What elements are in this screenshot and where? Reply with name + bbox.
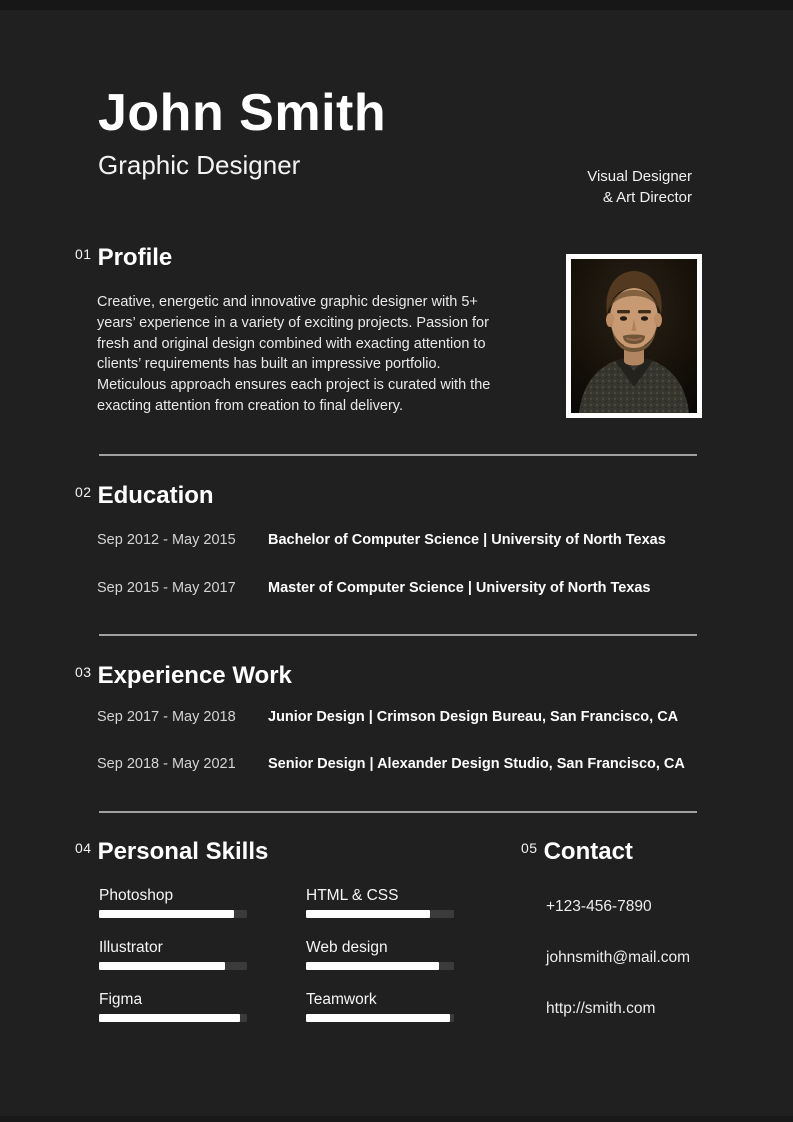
row-detail: Junior Design | Crimson Design Bureau, San Francisco, CA (268, 709, 679, 725)
skill-bar-fill (99, 1014, 240, 1022)
skill-item (99, 939, 259, 970)
section-heading-contact (521, 838, 633, 866)
portrait-photo (566, 254, 702, 418)
portrait-illustration (571, 259, 697, 413)
paragraph-line: exacting attention from creation to final delivery. (97, 397, 404, 414)
education-row (97, 579, 651, 598)
skill-label: Figma (99, 991, 143, 1008)
tagline-line-1: Visual Designer (587, 168, 692, 185)
row-detail: Master of Computer Science | University of North Texas (268, 580, 651, 596)
skill-label: Web design (306, 939, 388, 956)
section-number: 03 (75, 664, 92, 680)
section-number: 02 (75, 484, 92, 500)
section-heading-experience (75, 662, 292, 690)
top-edge-strip (0, 0, 793, 10)
section-title: Experience Work (97, 662, 292, 689)
skill-bar-fill (306, 1014, 450, 1022)
row-detail: Senior Design | Alexander Design Studio, San Francisco, CA (268, 756, 685, 772)
paragraph-line: clients’ requirements has built an impressive portfolio. (97, 356, 441, 373)
person-name: John Smith (98, 84, 387, 142)
contact-item-website: http://smith.com (546, 1000, 656, 1017)
skill-item (99, 887, 259, 918)
paragraph-line: fresh and original design combined with exacting attention to (97, 335, 486, 352)
row-dates: Sep 2018 - May 2021 (97, 756, 236, 772)
skill-bar-track (99, 962, 247, 970)
section-title: Education (97, 482, 214, 509)
skills-column-right (306, 887, 466, 1043)
row-dates: Sep 2017 - May 2018 (97, 709, 236, 725)
skill-bar-track (306, 1014, 454, 1022)
section-divider (99, 634, 697, 636)
skill-bar-track (306, 962, 454, 970)
skill-bar-fill (306, 910, 430, 918)
contact-item-phone: +123-456-7890 (546, 898, 652, 915)
section-heading-profile (75, 244, 172, 272)
section-number: 05 (521, 840, 538, 856)
experience-row (97, 755, 685, 774)
paragraph-line: years’ experience in a variety of exciting projects. Passion for (97, 314, 489, 331)
row-detail: Bachelor of Computer Science | University of North Texas (268, 532, 666, 548)
section-divider (99, 454, 697, 456)
skill-bar-track (306, 910, 454, 918)
section-title: Contact (543, 838, 633, 865)
skill-label: HTML & CSS (306, 887, 399, 904)
section-number: 04 (75, 840, 92, 856)
skill-item (306, 939, 466, 970)
skill-bar-fill (99, 910, 234, 918)
skill-label: Photoshop (99, 887, 174, 904)
row-dates: Sep 2015 - May 2017 (97, 580, 236, 596)
paragraph-line: Meticulous approach ensures each project is curated with the (97, 377, 491, 394)
contact-list (546, 899, 690, 1052)
education-row (97, 531, 666, 550)
section-title: Profile (97, 244, 173, 271)
experience-row (97, 708, 678, 727)
skill-label: Illustrator (99, 939, 163, 956)
skill-item (306, 991, 466, 1022)
skill-item (306, 887, 466, 918)
section-divider (99, 811, 697, 813)
section-heading-education (75, 482, 214, 510)
skill-bar-fill (306, 962, 439, 970)
bottom-edge-strip (0, 1116, 793, 1122)
paragraph-line: Creative, energetic and innovative graphic designer with 5+ (97, 294, 478, 310)
tagline-line-2: & Art Director (602, 189, 692, 206)
section-heading-skills (75, 838, 268, 866)
section-number: 01 (75, 246, 92, 262)
skills-column-left (99, 887, 259, 1043)
skill-label: Teamwork (306, 991, 377, 1008)
skill-bar-track (99, 1014, 247, 1022)
row-dates: Sep 2012 - May 2015 (97, 532, 236, 548)
skill-bar-fill (99, 962, 225, 970)
skill-item (99, 991, 259, 1022)
skill-bar-track (99, 910, 247, 918)
tagline (587, 166, 692, 208)
person-role: Graphic Designer (98, 150, 301, 180)
section-title: Personal Skills (97, 838, 269, 865)
contact-item-email: johnsmith@mail.com (546, 949, 691, 966)
profile-paragraph (97, 292, 577, 417)
